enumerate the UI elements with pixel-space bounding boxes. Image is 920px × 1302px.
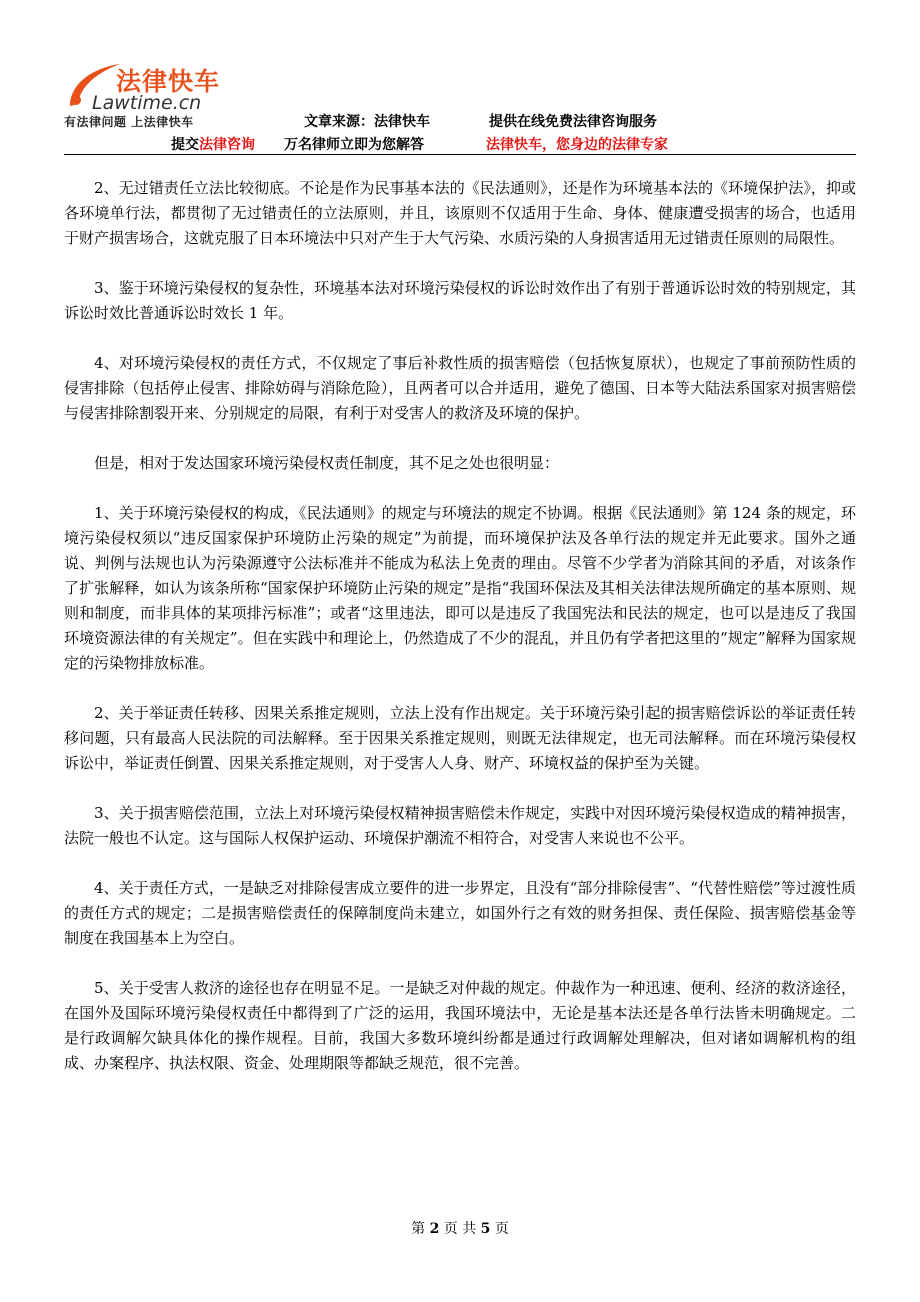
footer-suffix: 页 — [494, 1221, 509, 1237]
lawtime-logo[interactable] — [64, 60, 254, 130]
tagline: 法律快车，您身边的法律专家 — [486, 137, 668, 153]
paragraph: 2、关于举证责任转移、因果关系推定规则，立法上没有作出规定。关于环境污染引起的损害赔偿诉讼的举证责任转移问题，只有最高人民法院的司法解释。至于因果关系推定规则，则既无法律规定，也无司法解释。而在环境污染侵权诉讼中，举证责任倒置、因果关系推定规则，对于受害人人身、财产、环境权益的保护至为关键。 — [64, 704, 856, 772]
page-total: 5 — [480, 1221, 491, 1237]
paragraph: 2、无过错责任立法比较彻底。不论是作为民事基本法的《民法通则》，还是作为环境基本法的《环境保护法》，抑或各环境单行法，都贯彻了无过错责任的立法原则，并且，该原则不仅适用于生命、身体、健康遭受损害的场合，也适用于财产损害场合，这就克服了日本环境法中只对产生于大气污染、水质污染的人身损害适用无过错责任原则的局限性。 — [64, 179, 856, 247]
paragraph: 3、关于损害赔偿范围，立法上对环境污染侵权精神损害赔偿未作规定，实践中对因环境污染侵权造成的精神损害，法院一般也不认定。这与国际人权保护运动、环境保护潮流不相符合，对受害人来说也不公平。 — [64, 804, 856, 847]
header-divider — [64, 154, 856, 155]
footer-prefix: 第 — [411, 1221, 426, 1237]
submit-prefix: 提交 — [171, 137, 199, 153]
footer-middle: 页 共 — [443, 1221, 477, 1237]
paragraph: 1、关于环境污染侵权的构成，《民法通则》的规定与环境法的规定不协调。根据《民法通则》第 124 条的规定，环境污染侵权须以“违反国家保护环境防止污染的规定”为前提，而环境保护法及各单行法的规定并无此要求。国外之通说、判例与法规也认为污染源遵守公法标准并不能成为私法上免责的理由。尽管不少学者为消除其间的矛盾，对该条作了扩张解释，如认为该条所称“国家保护环境防止污染的规定”是指“我国环保法及其相关法律法规所确定的基本原则、规则和制度，而非具体的某项排污标准”；或者“这里违法，即可以是违反了我国宪法和民法的规定，也可以是违反了我国环境资源法律的有关规定”。但在实践中和理论上，仍然造成了不少的混乱，并且仍有学者把这里的“规定”解释为国家规定的污染物排放标准。 — [64, 504, 856, 672]
paragraph: 但是，相对于发达国家环境污染侵权责任制度，其不足之处也很明显： — [94, 454, 560, 472]
page-footer — [0, 1218, 920, 1238]
page-header — [64, 60, 856, 156]
article-body — [64, 176, 856, 1101]
paragraph: 4、对环境污染侵权的责任方式，不仅规定了事后补救性质的损害赔偿（包括恢复原状），也规定了事前预防性质的侵害排除（包括停止侵害、排除妨碍与消除危险），且两者可以合并适用，避免了德国、日本等大陆法系国家对损害赔偿与侵害排除割裂开来、分别规定的局限，有利于对受害人的救济及环境的保护。 — [64, 354, 856, 422]
page-number: 2 — [429, 1221, 440, 1237]
paragraph: 4、关于责任方式，一是缺乏对排除侵害成立要件的进一步界定，且没有“部分排除侵害”、“代替性赔偿”等过渡性质的责任方式的规定；二是损害赔偿责任的保障制度尚未建立，如国外行之有效的财务担保、责任保险、损害赔偿基金等制度在我国基本上为空白。 — [64, 879, 856, 947]
submit-line — [171, 134, 255, 154]
logo-slogan: 有法律问题 上法律快车 — [64, 115, 194, 129]
paragraph: 3、鉴于环境污染侵权的复杂性，环境基本法对环境污染侵权的诉讼时效作出了有别于普通诉讼时效的特别规定，其诉讼时效比普通诉讼时效长 1 年。 — [64, 279, 856, 322]
lawyers-text: 万名律师立即为您解答 — [284, 137, 424, 153]
paragraph: 5、关于受害人救济的途径也存在明显不足。一是缺乏对仲裁的规定。仲裁作为一种迅速、便利、经济的救济途径，在国外及国际环境污染侵权责任中都得到了广泛的运用，我国环境法中，无论是基本法还是各单行法皆未明确规定。二是行政调解欠缺具体化的操作规程。目前，我国大多数环境纠纷都是通过行政调解处理解决，但对诸如调解机构的组成、办案程序、执法权限、资金、处理期限等都缺乏规范，很不完善。 — [64, 979, 856, 1072]
article-source: 文章来源：法律快车 — [304, 114, 430, 130]
service-text: 提供在线免费法律咨询服务 — [489, 114, 657, 130]
logo-text-en: Lawtime.cn — [92, 92, 202, 114]
legal-consult-link[interactable]: 法律咨询 — [199, 137, 255, 153]
logo-text-cn: 法律快车 — [116, 67, 221, 96]
